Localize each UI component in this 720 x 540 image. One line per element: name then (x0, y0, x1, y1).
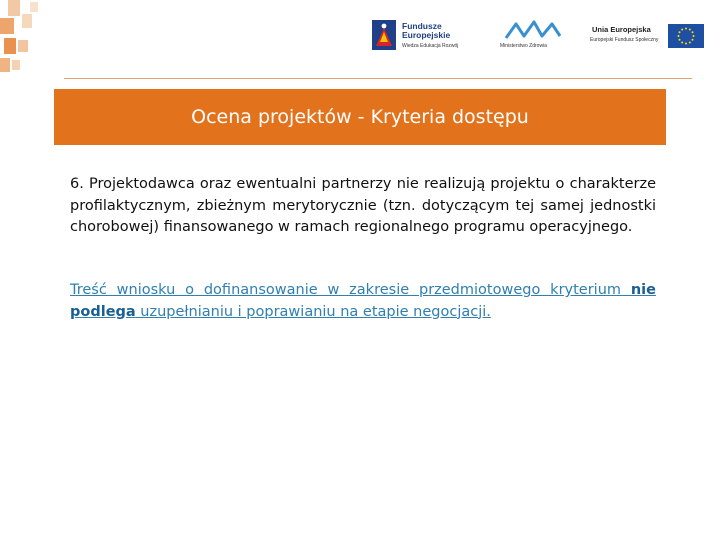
unia-europejska-logo (588, 20, 710, 54)
fe-logo-line1: Fundusze (402, 21, 442, 31)
eu-flag-icon (668, 24, 704, 48)
ue-logo-line1: Unia Europejska (592, 25, 651, 34)
logo-strip (360, 14, 710, 58)
decorative-squares (0, 0, 60, 90)
mz-logo-caption: Ministerstwo Zdrowia (500, 43, 547, 49)
header-divider (64, 78, 692, 79)
fe-logo-line2: Europejskie (402, 30, 451, 40)
note-part1: Treść wniosku o dofinansowanie w zakresie przedmiotowego kryterium (70, 282, 631, 298)
slide-title: Ocena projektów - Kryteria dostępu (191, 106, 529, 128)
ministerstwo-zdrowia-logo (496, 18, 576, 54)
title-bar (54, 89, 666, 145)
mz-wave-icon (504, 18, 564, 42)
negotiation-note[interactable] (70, 280, 656, 323)
fe-logo-line3: Wiedza Edukacja Rozwój (402, 43, 459, 49)
criterion-text: 6. Projektodawca oraz ewentualni partnerzy nie realizują projektu o charakterze profilaktycznym, zbieżnym merytorycznie (tzn. dotyczącym tej samej jednostki chorobowej) finansowanego w ramach regionalnego programu operacyjnego. (70, 176, 656, 235)
fundusze-europejskie-logo (372, 18, 482, 54)
note-part2: uzupełnianiu i poprawianiu na etapie negocjacji. (135, 303, 491, 320)
fe-star-icon (372, 20, 396, 50)
ue-logo-line2: Europejski Fundusz Społeczny (590, 37, 659, 43)
note-bold: nie podlega (70, 282, 656, 320)
